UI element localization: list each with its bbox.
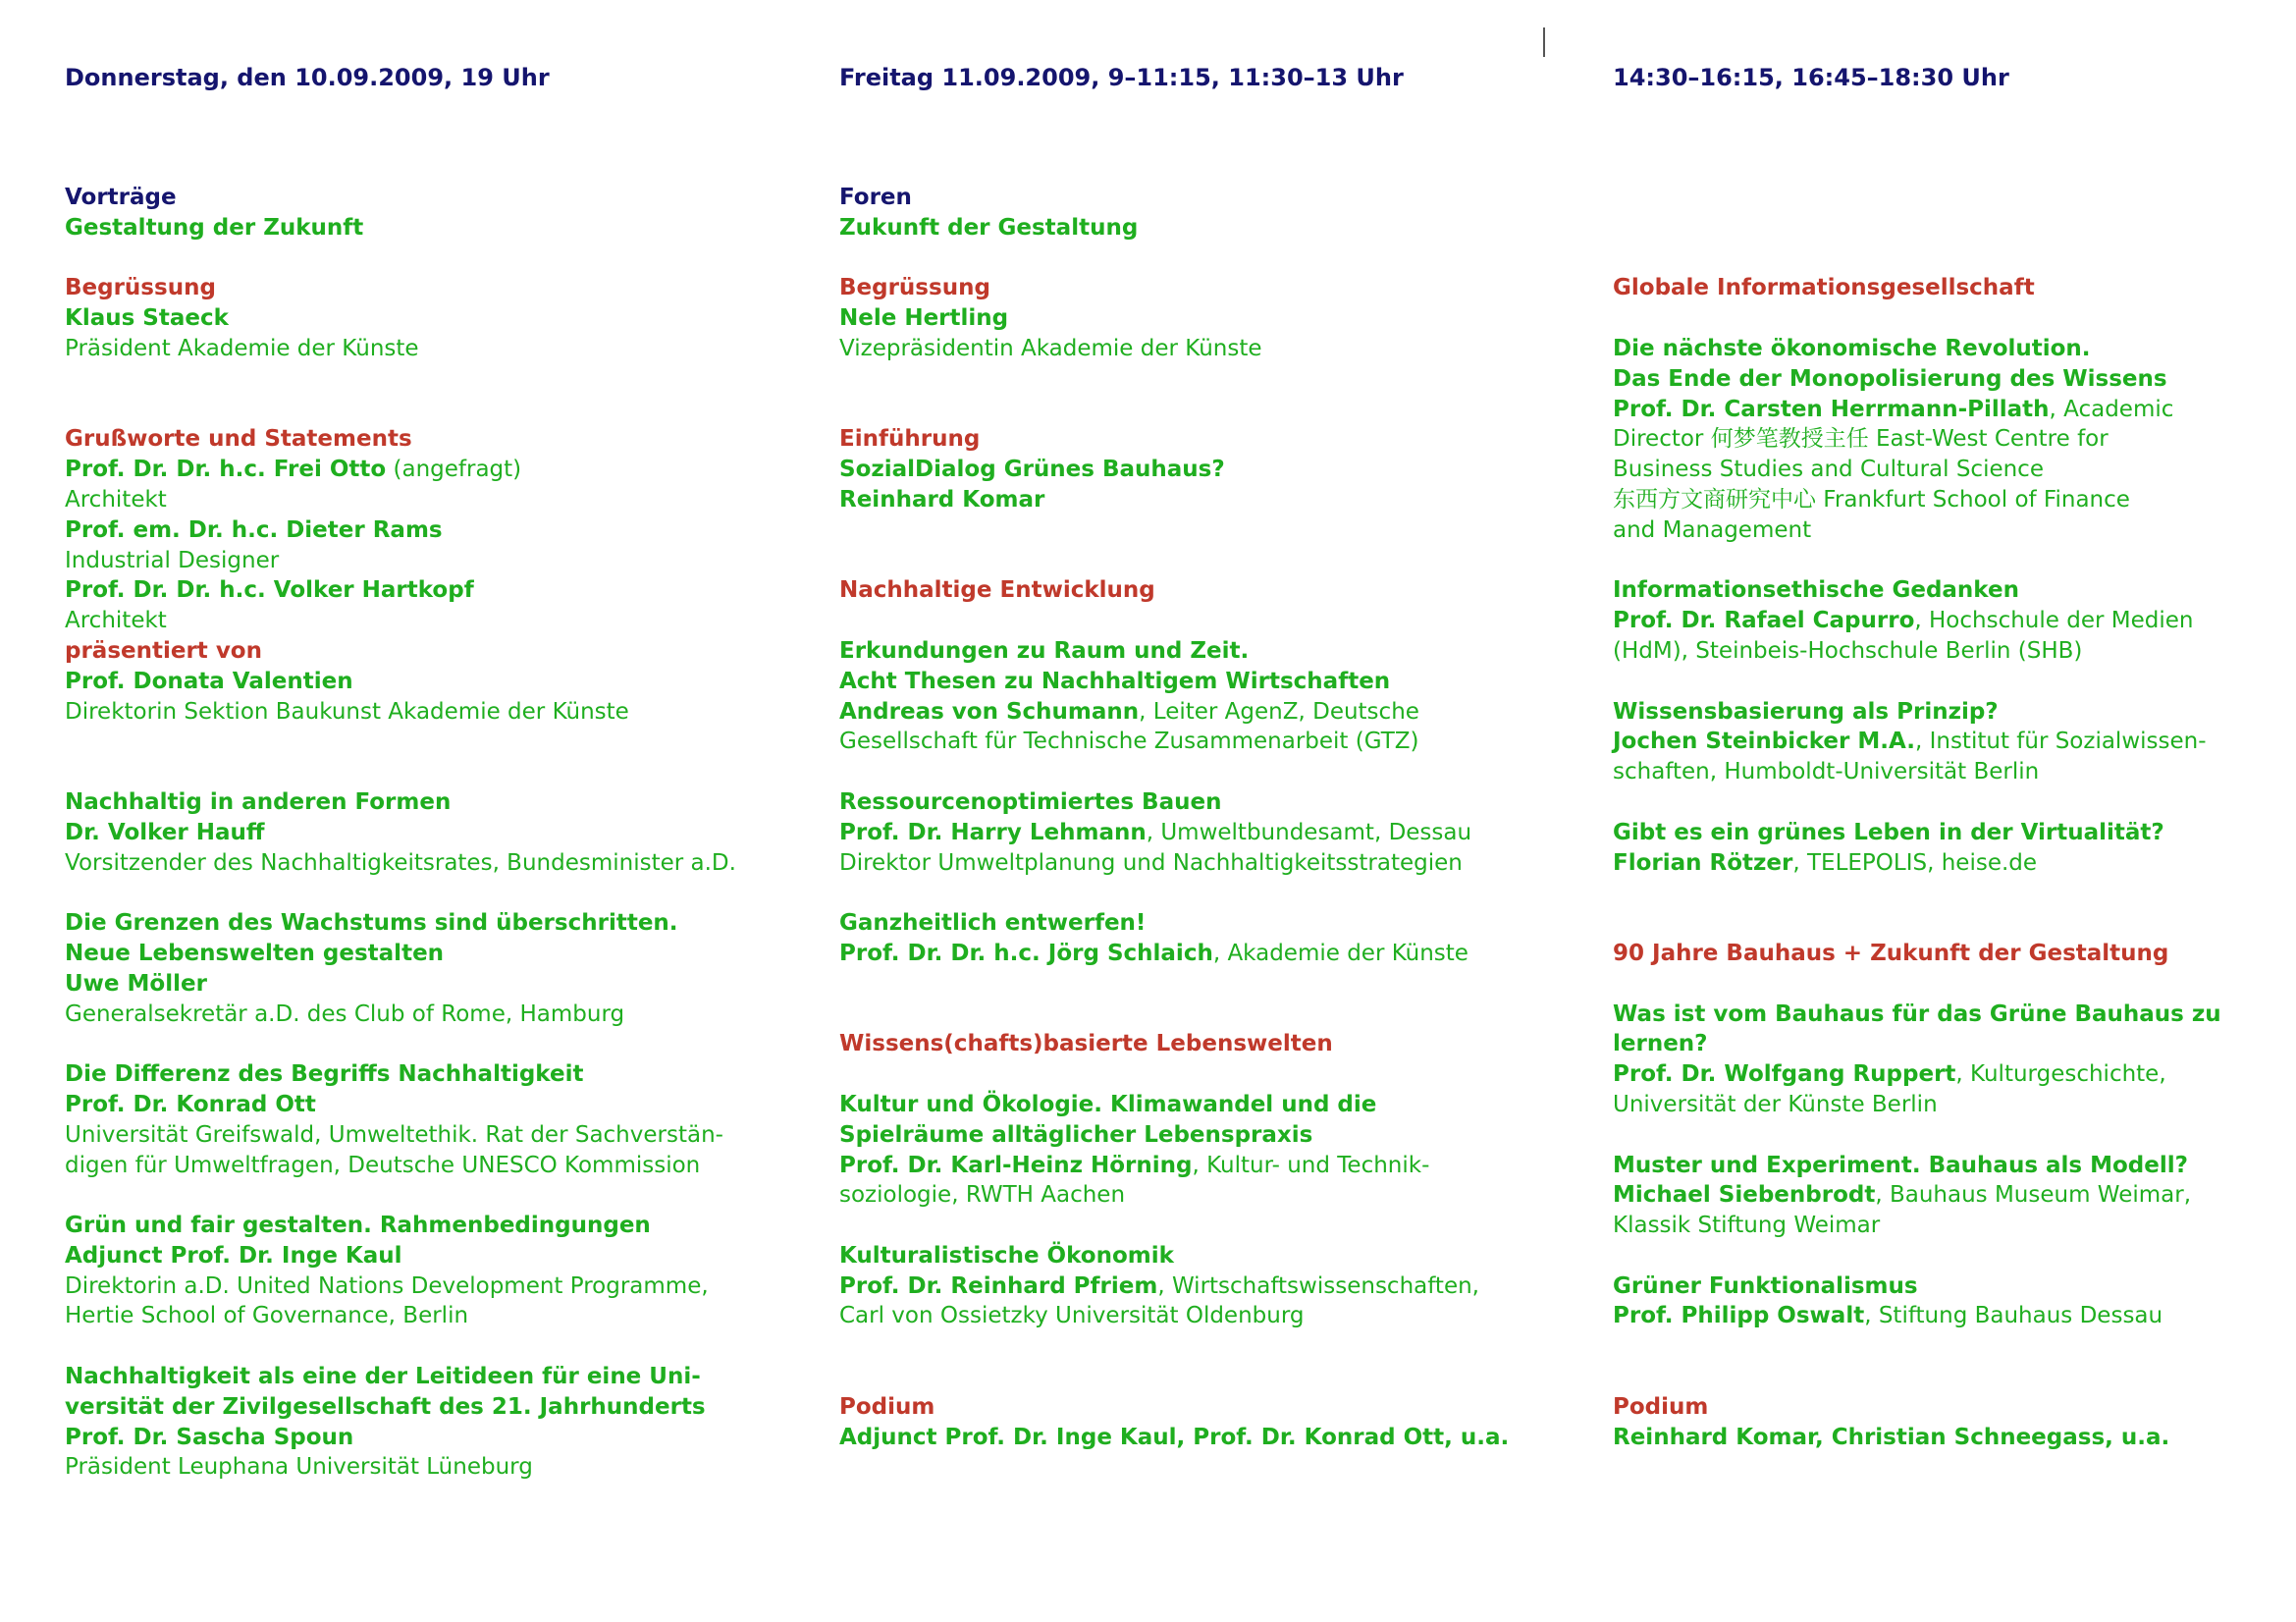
text-cursor-mark xyxy=(1543,27,1545,57)
talk-title: SozialDialog Grünes Bauhaus? xyxy=(839,457,1225,483)
speaker-role: Universität Greifswald, Umweltethik. Rat der Sachverstän- xyxy=(65,1121,723,1148)
talk-title: Nachhaltigkeit als eine der Leitideen für eine Uni- xyxy=(65,1364,701,1390)
speaker-line xyxy=(1613,1301,2290,1331)
speaker-role: Business Studies and Cultural Science xyxy=(1613,457,2044,483)
speaker-name: Prof. em. Dr. h.c. Dieter Rams xyxy=(65,516,443,543)
greeting-title: Begrüssung xyxy=(839,275,990,301)
speaker-role: Präsident Leuphana Universität Lüneburg xyxy=(65,1454,533,1481)
speaker-role: digen für Umweltfragen, Deutsche UNESCO Kommission xyxy=(65,1152,701,1178)
speaker-line xyxy=(1613,1059,2290,1090)
greeting-role: Präsident Akademie der Künste xyxy=(65,335,419,361)
podium-title: Podium xyxy=(1613,1393,1709,1420)
presented-by-label: präsentiert von xyxy=(65,637,262,664)
speaker-role: , Kultur- und Technik- xyxy=(1192,1152,1430,1178)
speaker-role: , Bauhaus Museum Weimar, xyxy=(1875,1182,2192,1209)
forum-title: Globale Informationsgesellschaft xyxy=(1613,275,2035,301)
speaker-name: Prof. Dr. Dr. h.c. Frei Otto xyxy=(65,457,387,483)
talk-title: Kultur und Ökologie. Klimawandel und die xyxy=(839,1091,1377,1117)
talk-title: Grüner Funktionalismus xyxy=(1613,1272,1918,1299)
talk-title: Informationsethische Gedanken xyxy=(1613,577,2019,604)
talk-title: versität der Zivilgesellschaft des 21. Jahrhunderts xyxy=(65,1393,706,1420)
column-friday-afternoon xyxy=(1613,63,2290,1452)
speaker-role: , Academic xyxy=(2049,396,2174,422)
speaker-role: 东西方文商研究中心 Frankfurt School of Finance xyxy=(1613,486,2130,513)
greeting-name: Nele Hertling xyxy=(839,305,1009,332)
speaker-role: , TELEPOLIS, heise.de xyxy=(1792,849,2038,876)
column-friday-morning xyxy=(839,63,1517,1452)
speaker-role: Hertie School of Governance, Berlin xyxy=(65,1303,469,1329)
speaker-name: Prof. Dr. Rafael Capurro xyxy=(1613,608,1915,634)
podium-names: Reinhard Komar, Christian Schneegass, u.a. xyxy=(1613,1424,2170,1450)
column-header: Donnerstag, den 10.09.2009, 19 Uhr xyxy=(65,64,550,91)
speaker-name: Prof. Dr. Sascha Spoun xyxy=(65,1424,354,1450)
speaker-role: , Stiftung Bauhaus Dessau xyxy=(1864,1303,2163,1329)
speaker-name: Andreas von Schumann xyxy=(839,698,1140,725)
speaker-role: (HdM), Steinbeis-Hochschule Berlin (SHB) xyxy=(1613,637,2083,664)
column-header: Freitag 11.09.2009, 9–11:15, 11:30–13 Uhr xyxy=(839,64,1404,91)
speaker-role: , Leiter AgenZ, Deutsche xyxy=(1139,698,1419,725)
greeting-title: Begrüssung xyxy=(65,275,216,301)
speaker-role: , Institut für Sozialwissen- xyxy=(1914,729,2207,755)
speaker-role: Direktorin a.D. United Nations Development Programme, xyxy=(65,1272,709,1299)
speaker-line xyxy=(1613,727,2290,757)
speaker-name: Prof. Dr. Dr. h.c. Jörg Schlaich xyxy=(839,940,1213,966)
speaker-role: Direktorin Sektion Baukunst Akademie der Künste xyxy=(65,698,629,725)
speaker-name: Prof. Dr. Dr. h.c. Volker Hartkopf xyxy=(65,577,474,604)
talk-title: Die Differenz des Begriffs Nachhaltigkeit xyxy=(65,1061,584,1088)
speaker-role: soziologie, RWTH Aachen xyxy=(839,1182,1126,1209)
speaker-role: and Management xyxy=(1613,516,1812,543)
talk-title: Wissensbasierung als Prinzip? xyxy=(1613,698,1999,725)
speaker-role: Vorsitzender des Nachhaltigkeitsrates, Bundesminister a.D. xyxy=(65,849,736,876)
speaker-line xyxy=(839,818,1517,848)
speaker-name: Prof. Dr. Konrad Ott xyxy=(65,1091,316,1117)
speaker-name: Prof. Dr. Karl-Heinz Hörning xyxy=(839,1152,1193,1178)
speaker-name: Prof. Dr. Carsten Herrmann-Pillath xyxy=(1613,396,2050,422)
speaker-role: Carl von Ossietzky Universität Oldenburg xyxy=(839,1303,1305,1329)
speaker-name: Uwe Möller xyxy=(65,970,207,997)
speaker-line xyxy=(839,697,1517,728)
speaker-name: Dr. Volker Hauff xyxy=(65,819,265,845)
forum-title: Wissens(chafts)basierte Lebenswelten xyxy=(839,1031,1333,1057)
talk-title: Gibt es ein grünes Leben in der Virtualität? xyxy=(1613,819,2164,845)
speaker-name: Prof. Philipp Oswalt xyxy=(1613,1303,1865,1329)
speaker-role: , Kulturgeschichte, xyxy=(1955,1061,2166,1088)
section-theme: Gestaltung der Zukunft xyxy=(65,214,364,241)
talk-title: Was ist vom Bauhaus für das Grüne Bauhaus zu xyxy=(1613,1000,2221,1027)
speaker-line xyxy=(839,939,1517,969)
greeting-role: Vizepräsidentin Akademie der Künste xyxy=(839,335,1262,361)
intro-title: Einführung xyxy=(839,426,981,453)
speaker-name: Adjunct Prof. Dr. Inge Kaul xyxy=(65,1242,402,1269)
talk-title: Nachhaltig in anderen Formen xyxy=(65,788,452,815)
speaker-line xyxy=(65,455,742,485)
talk-title: Muster und Experiment. Bauhaus als Modell? xyxy=(1613,1152,2188,1178)
talk-title: Spielräume alltäglicher Lebenspraxis xyxy=(839,1121,1313,1148)
speaker-role: Industrial Designer xyxy=(65,547,280,573)
talk-title: Erkundungen zu Raum und Zeit. xyxy=(839,637,1250,664)
greeting-name: Klaus Staeck xyxy=(65,305,229,332)
speaker-role: , Akademie der Künste xyxy=(1212,940,1468,966)
speaker-role: , Hochschule der Medien xyxy=(1914,608,2194,634)
talk-title: Die nächste ökonomische Revolution. xyxy=(1613,335,2091,361)
section-label: Foren xyxy=(839,185,912,210)
talk-title: Grün und fair gestalten. Rahmenbedingungen xyxy=(65,1213,651,1239)
speaker-role: Universität der Künste Berlin xyxy=(1613,1091,1938,1117)
speaker-line xyxy=(839,1271,1517,1302)
speaker-role: Klassik Stiftung Weimar xyxy=(1613,1213,1881,1239)
talk-title: lernen? xyxy=(1613,1031,1708,1057)
talk-title: Ganzheitlich entwerfen! xyxy=(839,910,1147,937)
statements-title: Grußworte und Statements xyxy=(65,426,412,453)
speaker-role: , Umweltbundesamt, Dessau xyxy=(1146,819,1472,845)
speaker-role: Architekt xyxy=(65,486,167,513)
podium-names: Adjunct Prof. Dr. Inge Kaul, Prof. Dr. Konrad Ott, u.a. xyxy=(839,1424,1510,1450)
section-label: Vorträge xyxy=(65,185,177,210)
speaker-note: (angefragt) xyxy=(386,457,522,483)
speaker-name: Prof. Dr. Wolfgang Ruppert xyxy=(1613,1061,1956,1088)
speaker-role: Gesellschaft für Technische Zusammenarbeit (GTZ) xyxy=(839,729,1419,755)
talk-title: Acht Thesen zu Nachhaltigem Wirtschaften xyxy=(839,668,1391,694)
speaker-name: Florian Rötzer xyxy=(1613,849,1793,876)
speaker-name: Prof. Dr. Reinhard Pfriem xyxy=(839,1272,1158,1299)
section-theme: Zukunft der Gestaltung xyxy=(839,214,1139,241)
speaker-line xyxy=(1613,848,2290,879)
speaker-name: Reinhard Komar xyxy=(839,486,1045,513)
speaker-role: schaften, Humboldt-Universität Berlin xyxy=(1613,759,2040,785)
speaker-line xyxy=(839,1151,1517,1181)
podium-title: Podium xyxy=(839,1393,935,1420)
speaker-name: Prof. Donata Valentien xyxy=(65,668,353,694)
speaker-role: , Wirtschaftswissenschaften, xyxy=(1157,1272,1479,1299)
talk-title: Die Grenzen des Wachstums sind überschritten. xyxy=(65,910,678,937)
speaker-name: Prof. Dr. Harry Lehmann xyxy=(839,819,1147,845)
speaker-role: Direktor Umweltplanung und Nachhaltigkeitsstrategien xyxy=(839,849,1463,876)
speaker-role: Director 何梦笔教授主任 East-West Centre for xyxy=(1613,426,2109,453)
speaker-line xyxy=(1613,1180,2290,1211)
column-header: 14:30–16:15, 16:45–18:30 Uhr xyxy=(1613,64,2009,91)
speaker-line xyxy=(1613,606,2290,636)
talk-title: Neue Lebenswelten gestalten xyxy=(65,940,445,966)
forum-title: 90 Jahre Bauhaus + Zukunft der Gestaltung xyxy=(1613,940,2169,966)
speaker-name: Michael Siebenbrodt xyxy=(1613,1182,1876,1209)
forum-title: Nachhaltige Entwicklung xyxy=(839,577,1155,604)
speaker-role: Generalsekretär a.D. des Club of Rome, Hamburg xyxy=(65,1000,625,1027)
speaker-line xyxy=(1613,395,2290,425)
column-thursday xyxy=(65,63,742,1483)
talk-title: Kulturalistische Ökonomik xyxy=(839,1242,1174,1269)
talk-title: Ressourcenoptimiertes Bauen xyxy=(839,788,1222,815)
talk-title: Das Ende der Monopolisierung des Wissens xyxy=(1613,365,2167,392)
speaker-name: Jochen Steinbicker M.A. xyxy=(1613,729,1915,755)
speaker-role: Architekt xyxy=(65,608,167,634)
